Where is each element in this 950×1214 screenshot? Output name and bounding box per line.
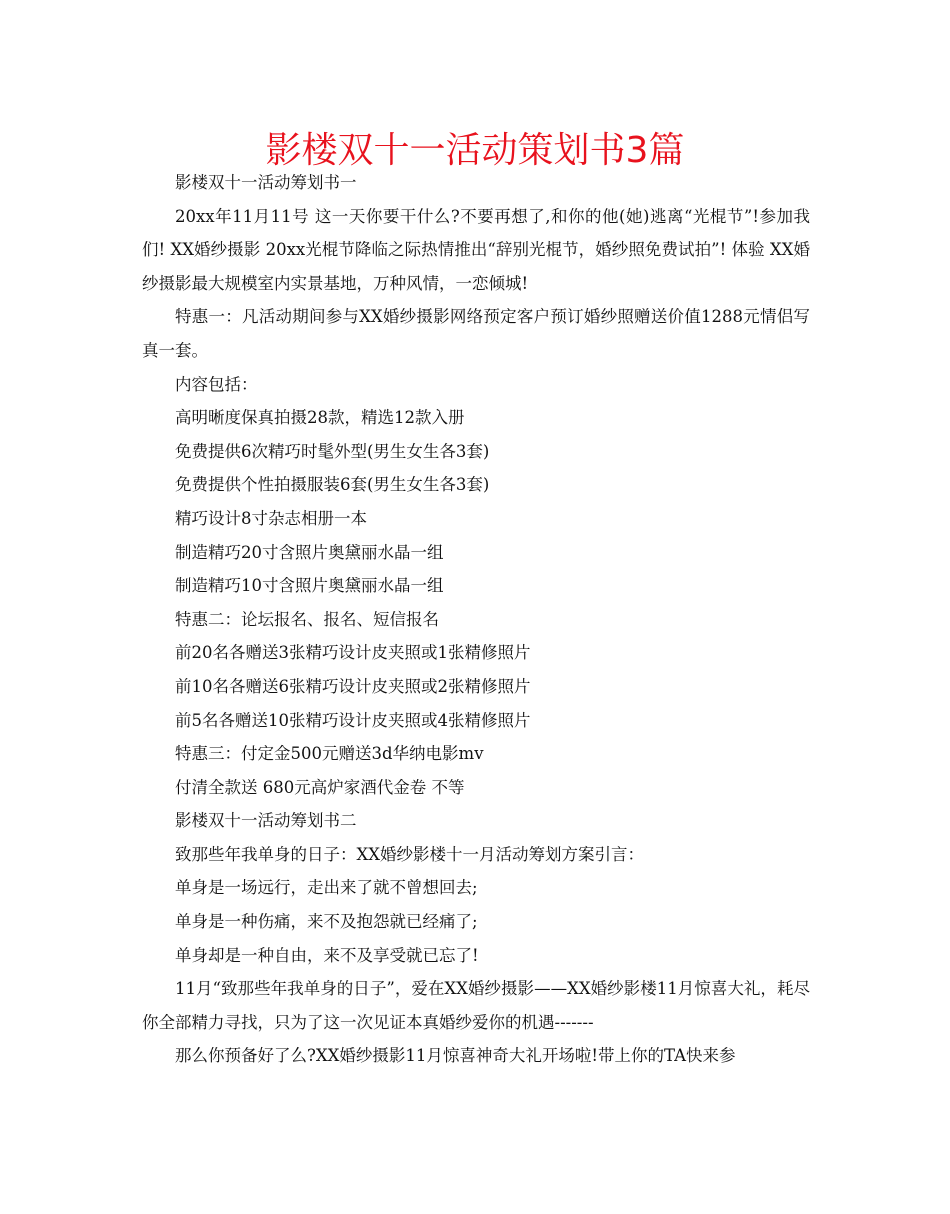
- paragraph-single-2: 单身是一种伤痛，来不及抱怨就已经痛了;: [175, 912, 478, 932]
- paragraph-offer-1: 特惠一：凡活动期间参与XX婚纱摄影网络预定客户预订婚纱照赠送价值1288元情侣写真一套。: [142, 307, 810, 360]
- paragraph-november-event: 11月“致那些年我单身的日子”，爱在XX婚纱摄影——XX婚纱影楼11月惊喜大礼，耗尽你全部精力寻找，只为了这一次见证本真婚纱爱你的机遇-------: [142, 979, 810, 1032]
- list-item-content-4: 精巧设计8寸杂志相册一本: [175, 508, 367, 528]
- document-body: [142, 166, 810, 1073]
- section-heading-1: 影楼双十一活动筹划书一: [175, 173, 357, 192]
- paragraph-single-1: 单身是一场远行，走出来了就不曾想回去;: [175, 878, 478, 898]
- paragraph-single-3: 单身却是一种自由，来不及享受就已忘了!: [175, 945, 479, 965]
- paragraph-intro: 20xx年11月11号 这一天你要干什么?不要再想了,和你的他(她)逃离“光棍节”!参加我们! XX婚纱摄影 20xx光棍节降临之际热情推出“辞别光棍节，婚纱照免费试拍”! 体验 XX婚纱摄影最大规模室内实景基地，万种风情，一恋倾城!: [142, 206, 810, 293]
- paragraph-offer-3: 特惠三：付定金500元赠送3d华纳电影mv: [175, 744, 484, 764]
- list-item-gift-3: 前5名各赠送10张精巧设计皮夹照或4张精修照片: [175, 710, 531, 730]
- list-item-content-3: 免费提供个性拍摄服装6套(男生女生各3套): [175, 475, 490, 495]
- paragraph-offer-2: 特惠二：论坛报名、报名、短信报名: [175, 609, 439, 629]
- list-item-content-1: 高明晰度保真拍摄28款，精选12款入册: [175, 408, 465, 428]
- paragraph-contents-label: 内容包括：: [175, 374, 258, 394]
- document-title: 影楼双十一活动策划书3篇: [265, 130, 685, 171]
- list-item-content-5: 制造精巧20寸含照片奥黛丽水晶一组: [175, 542, 444, 562]
- paragraph-ready: 那么你预备好了么?XX婚纱摄影11月惊喜神奇大礼开场啦!带上你的TA快来参: [175, 1046, 736, 1066]
- list-item-content-2: 免费提供6次精巧时髦外型(男生女生各3套): [175, 441, 490, 461]
- section-heading-2: 影楼双十一活动筹划书二: [175, 811, 357, 831]
- paragraph-theme: 致那些年我单身的日子：XX婚纱影楼十一月活动筹划方案引言：: [175, 844, 644, 864]
- paragraph-full-payment: 付清全款送 680元高炉家酒代金卷 不等: [175, 777, 465, 797]
- list-item-content-6: 制造精巧10寸含照片奥黛丽水晶一组: [175, 576, 444, 596]
- list-item-gift-2: 前10名各赠送6张精巧设计皮夹照或2张精修照片: [175, 676, 531, 696]
- list-item-gift-1: 前20名各赠送3张精巧设计皮夹照或1张精修照片: [175, 643, 531, 663]
